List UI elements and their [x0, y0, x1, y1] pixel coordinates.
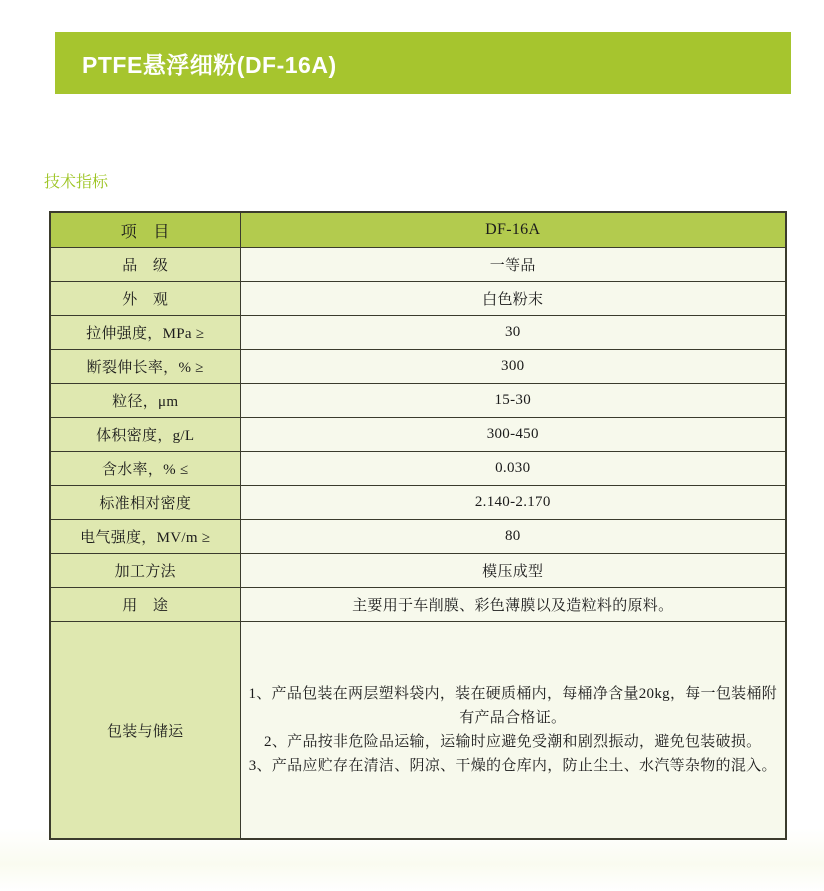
table-row — [50, 452, 786, 486]
spec-label-cell: 品 级 — [50, 248, 240, 282]
spec-value-cell: 300-450 — [240, 418, 786, 452]
spec-label-cell: 体积密度，g/L — [50, 418, 240, 452]
spec-value-cell: 0.030 — [240, 452, 786, 486]
table-row — [50, 350, 786, 384]
table-header-row — [50, 212, 786, 248]
packaging-line-1: 1、产品包装在两层塑料袋内，装在硬质桶内，每桶净含量20kg，每一包装桶附有产品合格证。 — [248, 686, 778, 726]
spec-value-cell: 80 — [240, 520, 786, 554]
packaging-row — [50, 622, 786, 840]
specs-table — [49, 211, 787, 840]
section-label-tech-specs: 技术指标 — [44, 174, 109, 191]
spec-label-cell: 断裂伸长率，% ≥ — [50, 350, 240, 384]
spec-label-cell: 标准相对密度 — [50, 486, 240, 520]
spec-label-cell: 粒径，μm — [50, 384, 240, 418]
spec-label-cell: 电气强度，MV/m ≥ — [50, 520, 240, 554]
header-item-cell: 项 目 — [50, 212, 240, 248]
spec-value-cell: 模压成型 — [240, 554, 786, 588]
spec-value-cell: 15-30 — [240, 384, 786, 418]
table-row — [50, 384, 786, 418]
spec-value-cell: 300 — [240, 350, 786, 384]
spec-value-cell: 2.140-2.170 — [240, 486, 786, 520]
table-row — [50, 520, 786, 554]
spec-value-cell: 一等品 — [240, 248, 786, 282]
table-row — [50, 282, 786, 316]
spec-label-cell: 含水率，% ≤ — [50, 452, 240, 486]
spec-label-cell: 加工方法 — [50, 554, 240, 588]
spec-value-cell: 30 — [240, 316, 786, 350]
spec-label-cell: 拉伸强度，MPa ≥ — [50, 316, 240, 350]
header-grade-cell: DF-16A — [240, 212, 786, 248]
page-title: PTFE悬浮细粉(DF-16A) — [82, 51, 337, 78]
spec-label-cell: 外 观 — [50, 282, 240, 316]
packaging-line-2: 2、产品按非危险品运输，运输时应避免受潮和剧烈振动，避免包装破损。 — [264, 734, 762, 750]
spec-value-cell: 白色粉末 — [240, 282, 786, 316]
table-row — [50, 248, 786, 282]
packaging-label-cell: 包装与储运 — [50, 622, 240, 840]
table-row — [50, 486, 786, 520]
table-row — [50, 554, 786, 588]
page-header-banner — [55, 32, 791, 94]
table-row — [50, 418, 786, 452]
packaging-value-cell — [240, 622, 786, 840]
spec-label-cell: 用 途 — [50, 588, 240, 622]
table-row — [50, 316, 786, 350]
table-row — [50, 588, 786, 622]
spec-value-cell: 主要用于车削膜、彩色薄膜以及造粒料的原料。 — [240, 588, 786, 622]
packaging-line-3: 3、产品应贮存在清洁、阴凉、干燥的仓库内，防止尘土、水汽等杂物的混入。 — [248, 758, 777, 774]
specs-table-container — [49, 211, 785, 840]
